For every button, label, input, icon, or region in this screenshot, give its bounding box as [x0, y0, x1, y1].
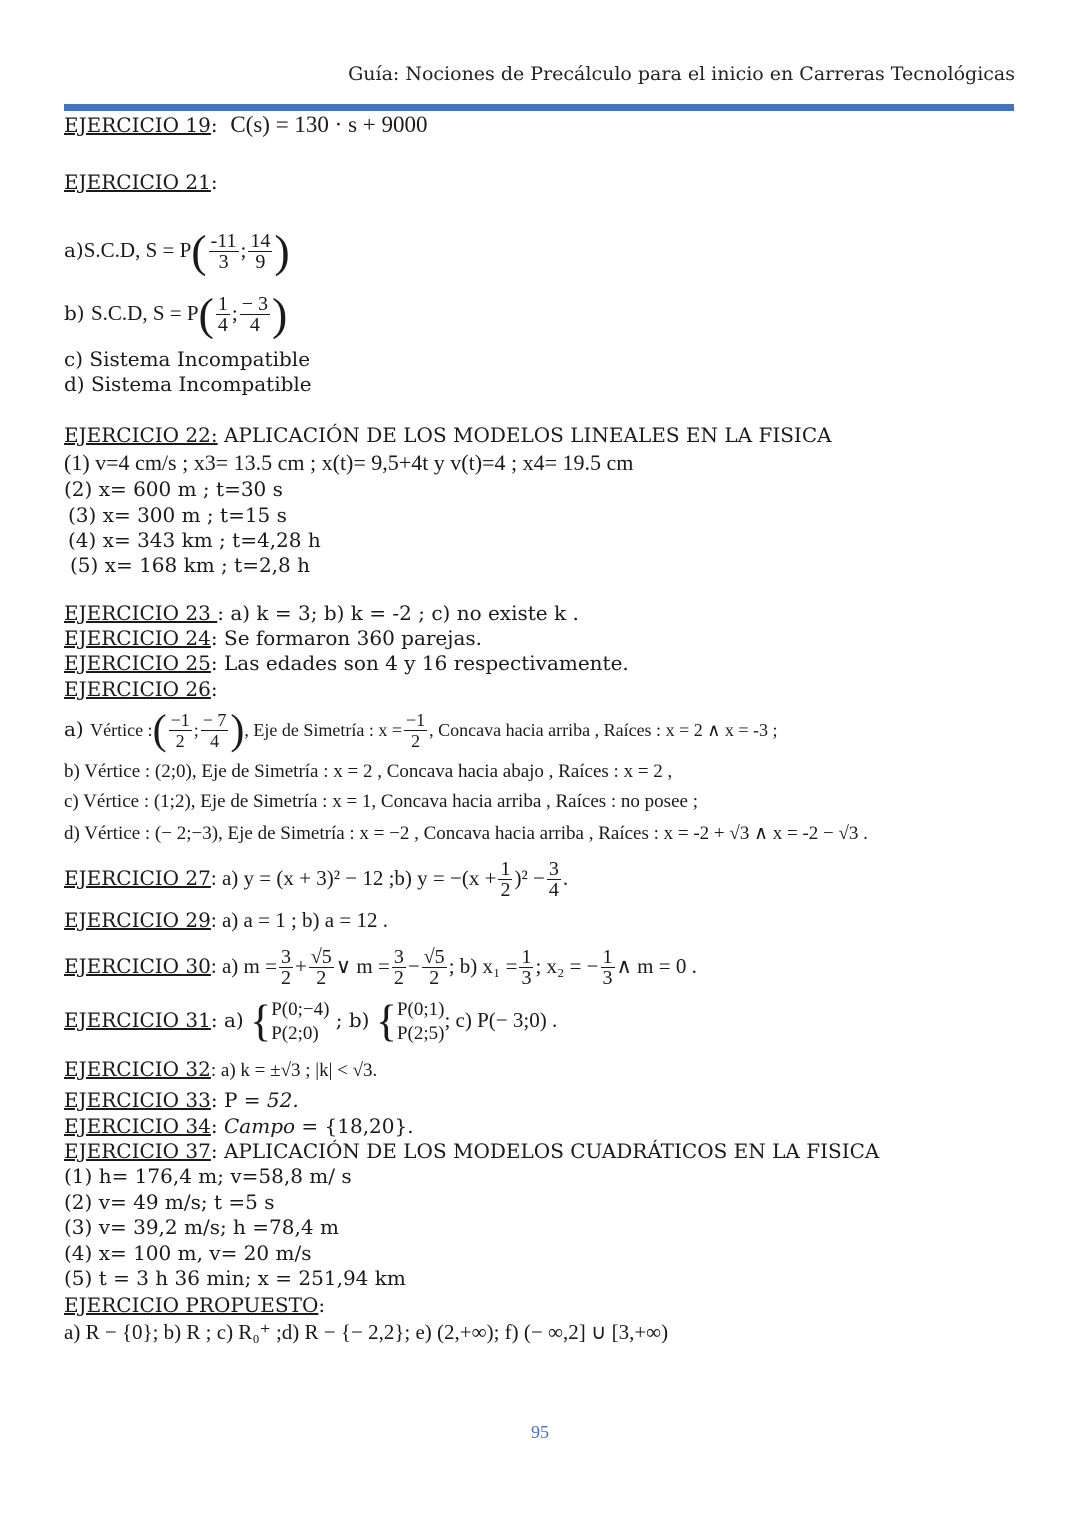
ej21-a-f1-den: 3 — [218, 251, 229, 273]
ej26-c: c) Vértice : (1;2), Eje de Simetría : x = 1, Concava hacia arriba , Raíces : no posee ; — [64, 791, 698, 812]
ej26-label: EJERCICIO 26 — [64, 677, 211, 701]
ej21-b-f1-num: 1 — [217, 293, 228, 315]
ej30-f2-num: √5 — [310, 946, 332, 968]
ej30-f4-num: √5 — [423, 946, 445, 968]
ej21-label: EJERCICIO 21 — [64, 170, 211, 194]
ej37-item-5: (5) t = 3 h 36 min; x = 251,94 km — [64, 1266, 406, 1290]
ej29-text: : a) a = 1 ; b) a = 12 . — [210, 908, 388, 932]
ej32-label: EJERCICIO 32 — [64, 1057, 211, 1081]
ej26-a-v2-num: − 7 — [202, 710, 227, 730]
propuesto-text: a) R − {0}; b) R ; c) R₀⁺ ;d) R − {− 2,2}; e) (2,+∞); f) (− ∞,2] ∪ [3,+∞) — [64, 1320, 669, 1344]
ej26-d: d) Vértice : (− 2;−3), Eje de Simetría : x = −2 , Concava hacia arriba , Raíces : x = -2 + √3 ∧ x = -2 − √3 . — [64, 823, 868, 844]
ej22-label: EJERCICIO 22: — [64, 423, 218, 447]
ej19-line: EJERCICIO 19: C(s) = 130 · s + 9000 — [64, 112, 428, 137]
ej33-label: EJERCICIO 33 — [64, 1088, 211, 1112]
ej27-a: : a) y = (x + 3)² − 12 ;b) y = −(x + — [210, 866, 497, 890]
ej30-f3-num: 3 — [393, 946, 404, 968]
ej27-line — [64, 854, 568, 902]
ej26-a-prefix: a) — [64, 717, 84, 741]
ej22-item-4: (4) x= 343 km ; t=4,28 h — [68, 528, 321, 552]
ej34-text: = {18,20}. — [295, 1114, 414, 1138]
ej37-item-2: (2) v= 49 m/s; t =5 s — [64, 1190, 275, 1214]
ej37-item-4: (4) x= 100 m, v= 20 m/s — [64, 1241, 312, 1265]
ej30-f3-den: 2 — [393, 967, 404, 989]
ej23-label: EJERCICIO 23 — [64, 601, 218, 625]
ej21-b-f2-num: − 3 — [241, 293, 268, 315]
ej27-f1-den: 2 — [500, 879, 511, 901]
ej22-item-2: (2) x= 600 m ; t=30 s — [64, 477, 283, 501]
header-title: Guía: Nociones de Precálculo para el inicio en Carreras Tecnológicas — [348, 63, 1015, 85]
ej26-a-eje: , Eje de Simetría : x = — [244, 720, 403, 740]
ej21-a-f2-num: 14 — [250, 230, 271, 252]
ej21-b-f2-den: 4 — [249, 314, 260, 336]
ej29-label: EJERCICIO 29 — [64, 908, 211, 932]
ej30-f4-den: 2 — [429, 967, 440, 989]
ej31-b2: P(2;5) — [396, 1022, 445, 1044]
ej30-label: EJERCICIO 30 — [64, 954, 211, 978]
ej24-text: : Se formaron 360 parejas. — [210, 626, 483, 650]
ej30-f1-den: 2 — [280, 967, 291, 989]
ej22-title: APLICACIÓN DE LOS MODELOS LINEALES EN LA FISICA — [217, 423, 832, 447]
ej30-minus: − — [407, 954, 420, 978]
ej33-value: 52. — [266, 1088, 299, 1112]
ej27-label: EJERCICIO 27 — [64, 866, 211, 890]
ej31-a: : a) — [210, 1008, 244, 1032]
ej31-label: EJERCICIO 31 — [64, 1008, 211, 1032]
ej30-x2: ; x₂ = − — [535, 954, 599, 978]
ej22-item-1: (1) v=4 cm/s ; x3= 13.5 cm ; x(t)= 9,5+4t y v(t)=4 ; x4= 19.5 cm — [64, 450, 634, 475]
ej21-b-prefix: b) — [64, 301, 85, 325]
ej37-label: EJERCICIO 37 — [64, 1139, 211, 1163]
ej30-b: ; b) x₁ = — [448, 954, 518, 978]
ej30-f6-num: 1 — [602, 946, 613, 968]
ej26-a: a) Vértice :( $\frac{-1}{2}$ ; $\frac{- 7}{4}$ ), Eje de Simetría : x = $\frac{-1}{2}$ , Concava hacia arriba , Raíces : x = 2 ∧ x = -3 ; — [64, 707, 778, 754]
ej33-text: : P = — [210, 1088, 267, 1112]
ej37-title: : APLICACIÓN DE LOS MODELOS CUADRÁTICOS EN LA FISICA — [210, 1139, 880, 1163]
ej30-or: ∨ m = — [335, 954, 390, 978]
ej24-line — [64, 626, 482, 650]
ej27-end: . — [562, 866, 569, 890]
ej26-a-v2-den: 4 — [210, 731, 220, 751]
ej29-line — [64, 908, 388, 932]
ej31-c: ; c) P(− 3;0) . — [444, 1008, 558, 1032]
ej21-c: c) Sistema Incompatible — [64, 347, 311, 371]
ej34-campo: Campo — [224, 1114, 296, 1138]
ej25-line — [64, 651, 629, 675]
ej34-pre: : — [210, 1114, 224, 1138]
ej30-f5-num: 1 — [521, 946, 532, 968]
ej30-a: : a) m = — [210, 954, 277, 978]
ej30-f6-den: 3 — [602, 967, 613, 989]
ej22-heading — [64, 423, 832, 447]
ej21-a-f1-num: -11 — [210, 230, 237, 252]
ej27-f2-den: 4 — [548, 879, 559, 901]
ej30-end: ∧ m = 0 . — [616, 954, 697, 978]
ej23-line — [64, 601, 579, 625]
ej19-formula: C(s) = 130 · s + 9000 — [230, 112, 428, 137]
ej26-a-v1-num: −1 — [170, 710, 190, 730]
ej30-f5-den: 3 — [521, 967, 532, 989]
ej30-f1-num: 3 — [280, 946, 291, 968]
ej26-a-rest: , Concava hacia arriba , Raíces : x = 2 ∧ x = -3 ; — [429, 720, 778, 740]
propuesto-label: EJERCICIO PROPUESTO — [64, 1293, 319, 1317]
ej32-line — [64, 1057, 377, 1083]
propuesto-heading — [64, 1293, 325, 1317]
ej22-item-5: (5) x= 168 km ; t=2,8 h — [70, 553, 310, 577]
ej37-heading — [64, 1139, 879, 1163]
ej21-d: d) Sistema Incompatible — [64, 372, 312, 396]
ej37-item-1: (1) h= 176,4 m; v=58,8 m/ s — [64, 1164, 352, 1188]
ej26-heading: EJERCICIO 26: — [64, 677, 218, 701]
ej21-a-text: S.C.D, S = P — [83, 238, 192, 262]
ej32-text: : a) k = ±√3 ; |k| < √3. — [210, 1060, 378, 1081]
ej27-mid: )² − — [514, 866, 545, 890]
ej26-a-vertice: Vértice : — [90, 720, 153, 740]
ej31-b1: P(0;1) — [396, 998, 445, 1020]
ej30-f2-den: 2 — [316, 967, 327, 989]
ej23-text: : a) k = 3; b) k = -2 ; c) no existe k . — [217, 601, 579, 625]
ej19-label: EJERCICIO 19 — [64, 113, 211, 137]
ej26-a-eje-den: 2 — [411, 731, 421, 751]
ej31-line: EJERCICIO 31: a) { P(0;−4) P(2;0) ; b) { P(0;1) P(2;5) ; c) P(− 3;0) . — [64, 996, 558, 1046]
ej24-label: EJERCICIO 24 — [64, 626, 211, 650]
ej25-label: EJERCICIO 25 — [64, 651, 211, 675]
ej26-a-eje-num: −1 — [406, 710, 426, 730]
propuesto-colon: : — [318, 1293, 326, 1317]
ej26-b: b) Vértice : (2;0), Eje de Simetría : x = 2 , Concava hacia abajo , Raíces : x = 2 , — [64, 761, 673, 782]
ej31-b: ; b) — [335, 1008, 370, 1032]
ej37-item-3: (3) v= 39,2 m/s; h =78,4 m — [64, 1215, 339, 1239]
ej21-b: b) S.C.D, S = P( $\frac{1}{4}$ ; $\frac{- 3}{4}$ ) — [64, 288, 288, 340]
ej21-a-f2-den: 9 — [255, 251, 266, 273]
ej27-f2-num: 3 — [548, 858, 559, 880]
ej21-b-text: S.C.D, S = P — [90, 301, 199, 325]
ej34-line — [64, 1114, 414, 1138]
ej21-a: a)S.C.D, S = P( $\frac{-11}{3}$ ; $\frac{14}{9}$ ) — [64, 225, 290, 277]
ej22-item-3: (3) x= 300 m ; t=15 s — [68, 503, 287, 527]
ej25-text: : Las edades son 4 y 16 respectivamente. — [210, 651, 629, 675]
ej34-label: EJERCICIO 34 — [64, 1114, 211, 1138]
header-rule — [64, 104, 1014, 111]
ej21-a-prefix: a) — [64, 238, 84, 262]
ej31-a2: P(2;0) — [271, 1022, 319, 1044]
ej33-line — [64, 1088, 299, 1112]
ej21-heading: EJERCICIO 21: — [64, 170, 218, 194]
ej30-line — [64, 942, 697, 990]
ej31-a1: P(0;−4) — [271, 998, 330, 1020]
ej30-plus: + — [294, 954, 307, 978]
ej21-b-f1-den: 4 — [217, 314, 228, 336]
ej26-a-v1-den: 2 — [175, 731, 185, 751]
page-number: 95 — [531, 1422, 549, 1442]
ej27-f1-num: 1 — [500, 858, 511, 880]
